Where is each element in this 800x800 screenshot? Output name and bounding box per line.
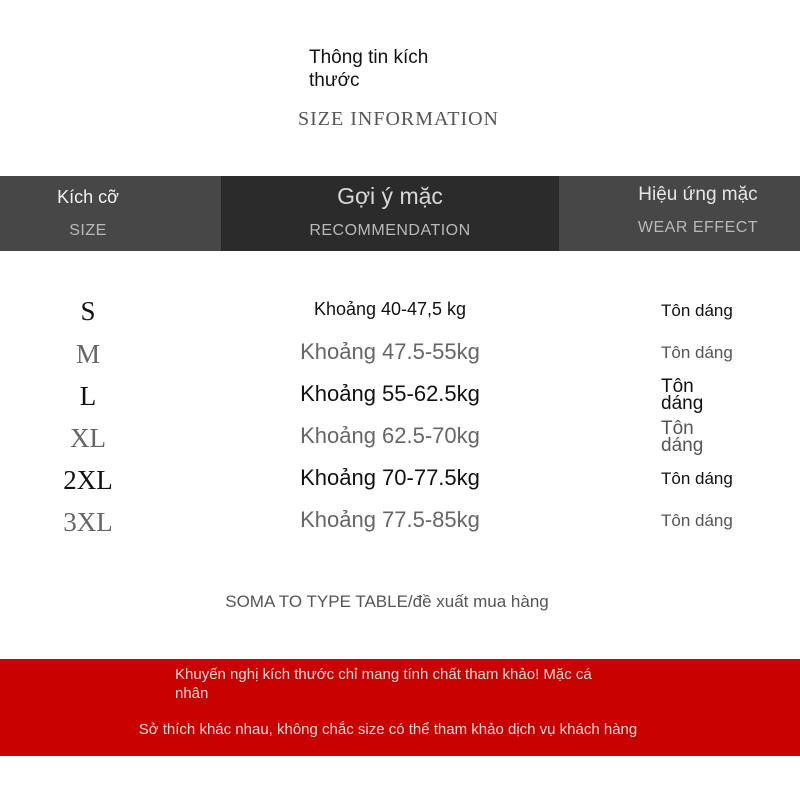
size-label: XL [70,423,106,453]
table-header [0,176,800,251]
header-recommendation-en: RECOMMENDATION [309,222,471,239]
recommendation-label: Khoảng 77.5-85kg [300,507,480,532]
effect-label: Tôn dáng [661,301,733,320]
table-row [0,420,800,462]
effect-label: Tôn dáng [661,511,733,530]
size-label: 2XL [63,465,113,495]
size-label: S [80,296,96,326]
header-size-en: SIZE [69,222,107,239]
recommendation-label: Khoảng 62.5-70kg [300,423,480,448]
footer-note: SOMA TO TYPE TABLE/đề xuất mua hàng [225,592,549,611]
recommendation-label: Khoảng 70-77.5kg [300,465,480,490]
notice-line-2: Sở thích khác nhau, không chắc size có thể tham khảo dịch vụ khách hàng [138,721,638,738]
table-row [0,336,800,378]
notice-line-1: Khuyến nghị kích thước chỉ mang tính chất tham khảo! Mặc cá nhân [175,666,592,702]
table-row [0,378,800,420]
header-size-column [0,176,220,251]
title-english-text: SIZE INFORMATION [298,108,499,130]
recommendation-label: Khoảng 47.5-55kg [300,339,480,364]
effect-label: Tôn dáng [661,418,704,456]
header-recommendation-column [221,176,559,251]
table-row [0,294,800,336]
header-wear-effect-column [560,176,800,251]
size-label: 3XL [63,507,113,537]
header-recommendation-vi: Gợi ý mặc [337,183,443,209]
size-label: M [75,339,100,369]
header-wear-effect-en: WEAR EFFECT [637,219,759,236]
header-size-vi: Kích cỡ [57,187,119,207]
recommendation-label: Khoảng 55-62.5kg [300,381,480,406]
table-row [0,504,800,546]
header-wear-effect-vi: Hiệu ứng mặc [638,184,758,205]
table-row [0,462,800,504]
effect-label: Tôn dáng [661,469,733,488]
title-vietnamese: Thông tin kích thước [309,47,429,91]
recommendation-label: Khoảng 40-47,5 kg [313,299,467,319]
notice-banner [0,659,800,756]
size-label: L [79,381,97,411]
effect-label: Tôn dáng [661,376,704,414]
effect-label: Tôn dáng [661,343,733,362]
